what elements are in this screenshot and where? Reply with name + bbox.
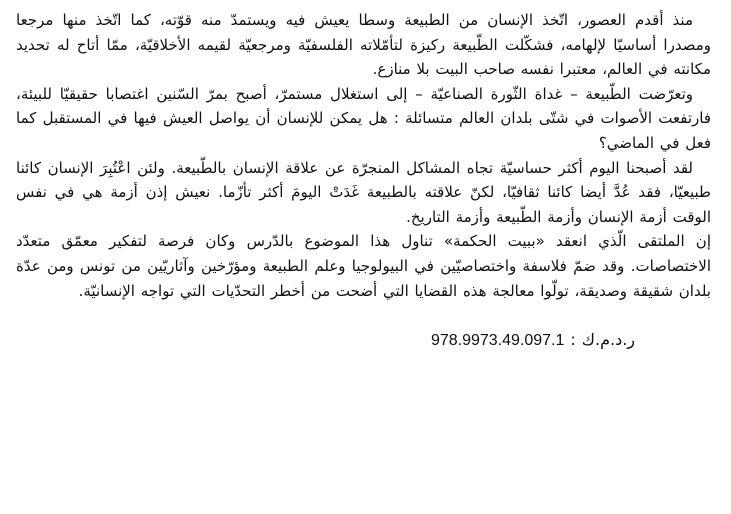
isbn-number: 978.9973.49.097.1 <box>430 332 565 350</box>
isbn-label: ر.د.م.ك <box>581 330 635 350</box>
paragraph-3: لقد أصبحنا اليوم أكثر حساسيّة تجاه المشاكل المنجرّة عن علاقة الإنسان بالطّبيعة. ولئن اعْتُبِرَ الإنسان كائنا طبيعيّا، فقد عُدَّ أيضا كائنا ثقافيّا، لكنّ علاقته بالطبيعة غَدَتْ اليومَ أكثر تأزّما. نعيش إذن أزمة هي في نفس الوقت أزمة الإنسان وأزمة الطّبيعة وأزمة التاريخ. <box>16 158 711 226</box>
paragraph-2: وتعرّضت الطّبيعة – غداة الثّورة الصناعيّة – إلى استغلال مستمرّ، أصبح بمرّ السّنين اغتصابا حقيقيّا للبيئة، فارتفعت الأصوات في شتّى بلدان العالم متسائلة : هل يمكن للإنسان أن يواصل العيش فيها في المستقبل كما فعل في الماضي؟ <box>16 84 711 152</box>
isbn-separator: : <box>570 330 576 350</box>
isbn-line <box>16 329 711 352</box>
paragraph-1: منذ أقدم العصور، اتّخذ الإنسان من الطبيعة وسطا يعيش فيه ويستمدّ منه قوّته، كما اتّخذ منها مرجعا ومصدرا أساسيّا لإلهامه، فشكّلت الطّبيعة ركيزة لتأمّلاته الفلسفيّة ومرجعيّة لقيمه الأخلاقيّة، ممّا أتاح له تحديد مكانته في العالم، معتبرا نفسه صاحب البيت بلا منازع. <box>16 11 711 79</box>
paragraph-4: إن الملتقى الّذي انعقد «ببيت الحكمة» تناول هذا الموضوع بالدّرس وكان فرصة لتفكير معمّق متعدّد الاختصاصات. وقد ضمّ فلاسفة واختصاصيّين في البيولوجيا وعلم الطبيعة ومؤرّخين وآثاريّين من تونس ومن عدّة بلدان شقيقة وصديقة، تولّوا معالجة هذه القضايا التي أضحت من أخطر التحدّيات التي تواجه الإنسانيّة. <box>16 232 711 300</box>
